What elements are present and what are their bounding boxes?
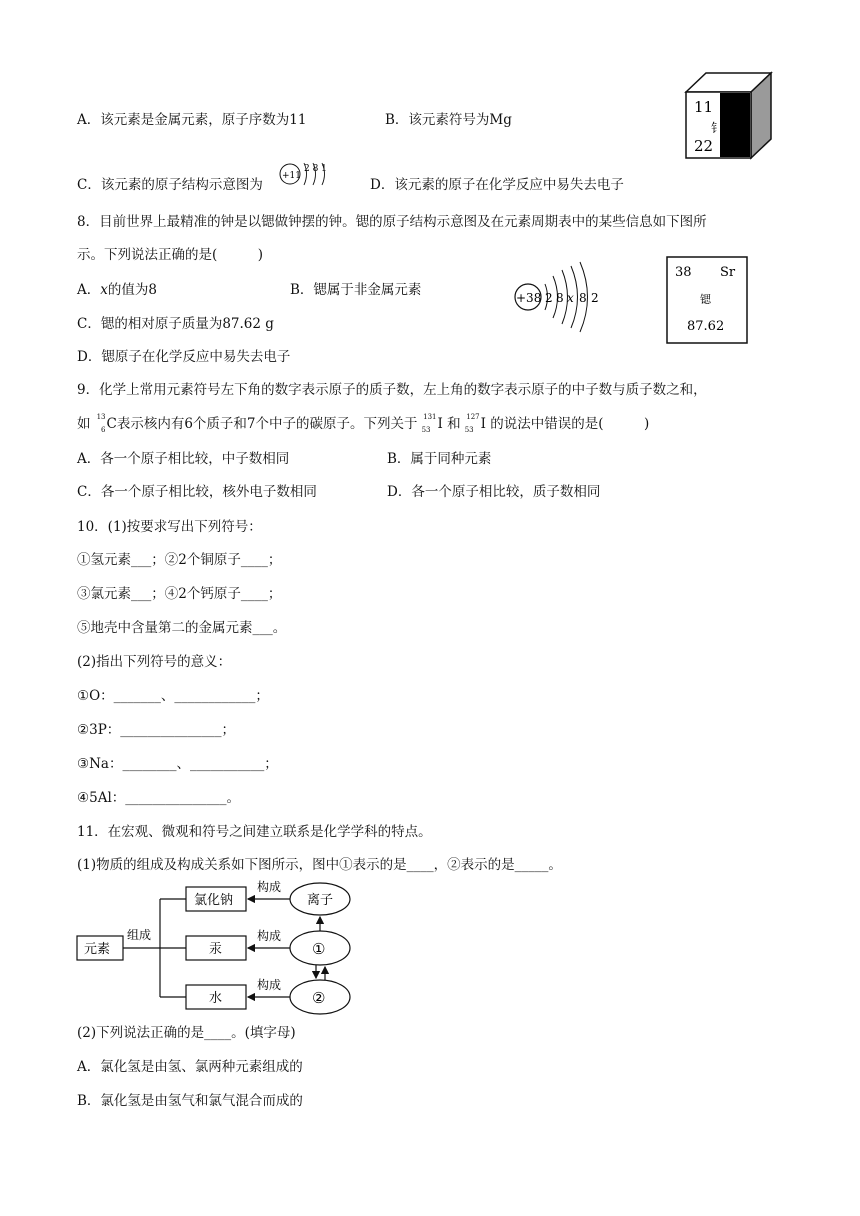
iodine-127-notation: 127 53 [464,413,480,434]
element-box-label: 元素 [84,942,111,957]
q7-cell-partial-name: 钅 [711,121,724,135]
svg-text:8: 8 [579,291,587,305]
q11-composition-diagram [76,878,366,1020]
q8-stem-line1: 8．目前世界上最精准的钟是以锶做钟摆的钟。锶的原子结构示意图及在元素周期表中的某些信息如下图所 [77,214,707,230]
q7-option-c: C．该元素的原子结构示意图为 [77,177,263,193]
svg-text:x: x [567,291,574,305]
q10-line1: ①氢元素___；②2个铜原子____； [77,552,282,568]
q7-nucleus-label: +11 [282,171,301,181]
circle-2-label: ② [312,989,326,1007]
q8-element-cell [666,256,748,344]
q9-stem-line2: 如 13 6 C表示核内有6个质子和7个中子的碳原子。下列关于 131 53 I 和 127 53 I 的说法中错误的是( ) [77,413,650,434]
mercury-box-label: 汞 [209,942,223,957]
q9-option-a: A．各一个原子相比较，中子数相同 [77,451,290,467]
construct-label-3: 构成 [257,978,282,992]
svg-text:8: 8 [556,291,564,305]
q7-cell-mass: 22 [694,137,714,155]
q7-option-d: D．该元素的原子在化学反应中易失去电子 [370,177,624,193]
q9-option-d: D．各一个原子相比较，质子数相同 [387,484,601,500]
circle-1-label: ① [312,940,326,958]
q7-shell-electrons: 2 8 1 [304,164,327,174]
q7-option-b: B．该元素符号为Mg [385,112,512,128]
iodine-131-notation: 131 53 [421,413,437,434]
svg-text:2: 2 [545,291,553,305]
q10-meaning-4: ④5Al：_______________。 [77,790,241,806]
q10-meaning-2: ②3P：_______________； [77,722,236,738]
q7-element-cell [680,70,776,162]
nacl-box-label: 氯化钠 [194,893,234,908]
q9-option-b: B．属于同种元素 [387,451,492,467]
q9-stem-line1: 9．化学上常用元素符号左下角的数字表示原子的质子数，左上角的数字表示原子的中子数与质子数之和， [77,382,707,398]
q10-part1-heading: 10．(1)按要求写出下列符号： [77,519,262,535]
q11-part2: (2)下列说法正确的是____。(填字母) [77,1025,296,1041]
q8-option-b: B．锶属于非金属元素 [290,282,422,298]
q8-nucleus-label: +38 [516,291,542,305]
q8-option-d: D．锶原子在化学反应中易失去电子 [77,349,291,365]
q11-part1: (1)物质的组成及构成关系如下图所示，图中①表示的是____，②表示的是_____。 [77,857,562,873]
svg-text:2: 2 [591,291,599,305]
q10-part2-heading: (2)指出下列符号的意义： [77,654,232,670]
q8-cell-mass: 87.62 [687,319,725,334]
q8-cell-name: 锶 [700,293,711,306]
q11-option-b: B．氯化氢是由氢气和氯气混合而成的 [77,1093,303,1109]
compose-label: 组成 [127,928,152,942]
q7-option-a: A．该元素是金属元素，原子序数为11 [77,112,307,128]
construct-label-2: 构成 [257,929,282,943]
water-box-label: 水 [209,991,223,1006]
q10-line3: ⑤地壳中含量第二的金属元素___。 [77,620,287,636]
q8-option-c: C．锶的相对原子质量为87.62 g [77,316,274,332]
ion-ellipse-label: 离子 [307,893,334,908]
q11-stem: 11．在宏观、微观和符号之间建立联系是化学学科的特点。 [77,824,432,840]
q8-variable-x: x [100,282,108,298]
q8-cell-number: 38 [675,265,692,280]
q10-meaning-1: ①O：_______、____________； [77,688,269,704]
q11-option-a: A．氯化氢是由氢、氯两种元素组成的 [77,1059,303,1075]
construct-label-1: 构成 [257,880,282,894]
q7-cell-number: 11 [694,98,714,116]
q7-atom-structure-diagram [278,158,336,190]
q10-line2: ③氯元素___；④2个钙原子____； [77,586,282,602]
q10-meaning-3: ③Na：________、___________； [77,756,278,772]
q8-stem-line2: 示。下列说法正确的是( ) [77,247,264,263]
q8-atom-structure-diagram [512,260,607,334]
q8-option-a: A．x的值为8 [77,282,157,298]
carbon-isotope-notation: 13 6 [96,413,106,434]
q8-cell-symbol: Sr [720,265,736,280]
q9-option-c: C．各一个原子相比较，核外电子数相同 [77,484,317,500]
